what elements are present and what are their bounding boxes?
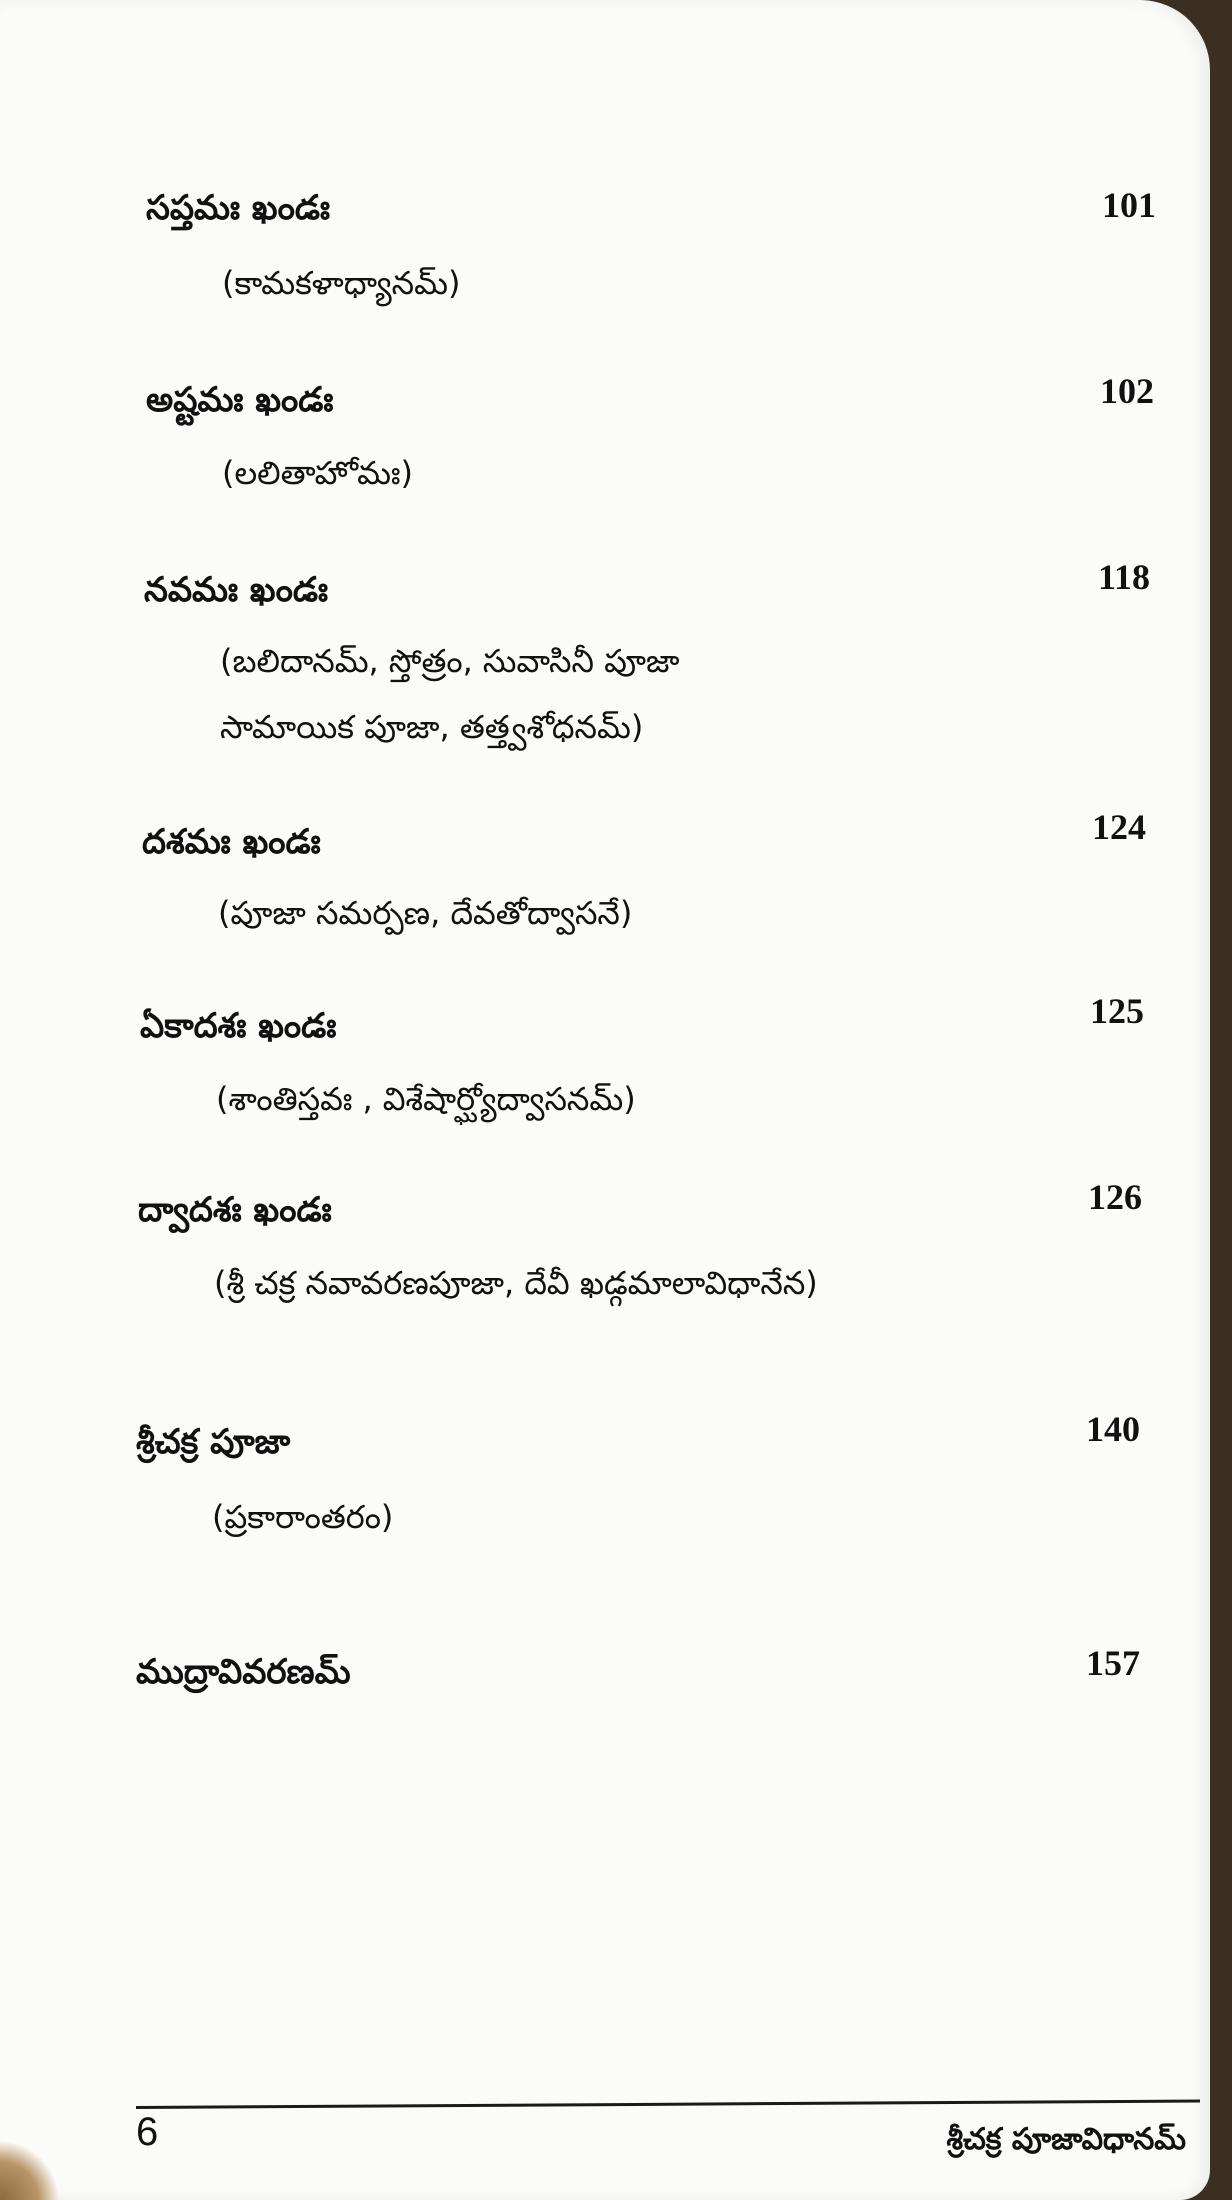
page-edge-shadow xyxy=(0,2140,60,2200)
toc-entry-subtitle: (బలిదానమ్, స్తోత్రం, సువాసినీ పూజా xyxy=(220,642,680,680)
toc-entry-page: 126 xyxy=(1088,1177,1142,1217)
toc-entry-page: 140 xyxy=(1086,1409,1140,1449)
toc-entry-page: 118 xyxy=(1097,557,1150,597)
toc-entry-page: 102 xyxy=(1100,371,1154,411)
toc-entry-title: శ్రీచక్ర పూజా xyxy=(136,1422,291,1462)
toc-entry-page: 157 xyxy=(1086,1643,1140,1683)
toc-entry-title: నవమః ఖండః xyxy=(144,570,329,610)
running-head: శ్రీచక్ర పూజావిధానమ్ xyxy=(946,2122,1186,2157)
toc-entry-page: 125 xyxy=(1090,991,1144,1031)
toc-entry-page: 124 xyxy=(1092,807,1146,847)
toc-entry-subtitle: (పూజా సమర్పణ, దేవతోద్వాసనే) xyxy=(218,894,633,932)
toc-entry-title: ద్వాదశః ఖండః xyxy=(138,1190,332,1230)
toc-entry-subtitle: సామాయిక పూజా, తత్త్వశోధనమ్) xyxy=(220,708,644,746)
toc-entry-title: ఏకాదశః ఖండః xyxy=(140,1006,337,1046)
toc-entry-subtitle: (ప్రకారాంతరం) xyxy=(212,1498,394,1536)
footer-rule xyxy=(136,2100,1200,2109)
toc-entry-subtitle: (కామకళాధ్యానమ్) xyxy=(222,264,461,302)
toc-entry-title: ముద్రావివరణమ్ xyxy=(136,1652,351,1692)
toc-entry-title: సప్తమః ఖండః xyxy=(146,188,331,228)
toc-entry-title: దశమః ఖండః xyxy=(142,822,321,862)
toc-entry-title: అష్టమః ఖండః xyxy=(146,380,334,420)
toc-entry-subtitle: (శ్రీ చక్ర నవావరణపూజా, దేవీ ఖడ్గమాలావిధానేన) xyxy=(214,1264,818,1302)
toc-entry-subtitle: (శాంతిస్తవః , విశేషార్ఘ్యోద్వాసనమ్) xyxy=(216,1080,636,1118)
toc-entry-page: 101 xyxy=(1102,185,1156,225)
page-number: 6 xyxy=(136,2110,159,2154)
toc-entry-subtitle: (లలితాహోమః) xyxy=(222,454,413,492)
